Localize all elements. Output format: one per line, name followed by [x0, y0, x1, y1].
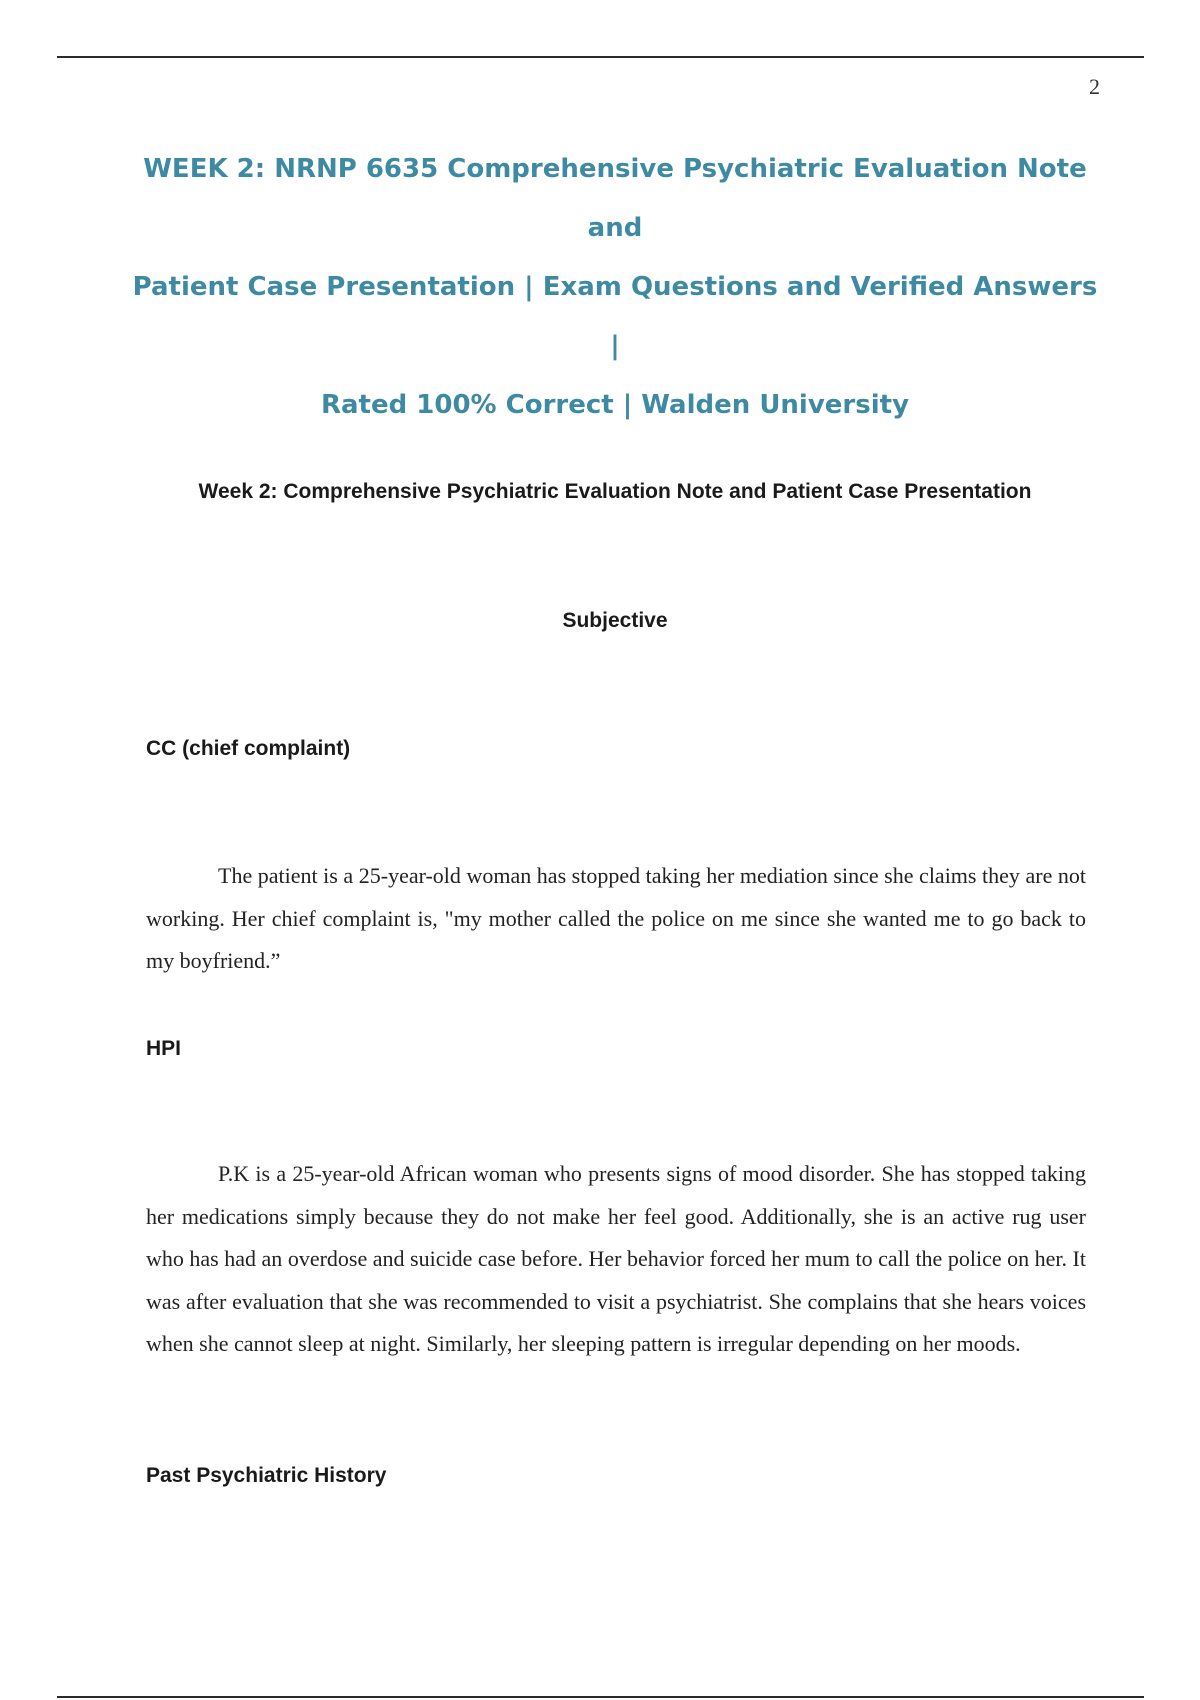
document-title	[130, 140, 1100, 435]
title-line-1: WEEK 2: NRNP 6635 Comprehensive Psychiatric Evaluation Note and	[143, 154, 1087, 243]
chief-complaint-heading: CC (chief complaint)	[146, 737, 351, 760]
chief-complaint-paragraph: The patient is a 25-year-old woman has stopped taking her mediation since she claims they are not working. Her chief complaint is, "my mother called the police on me since she wanted me to go back to my boyfriend.”	[146, 863, 1086, 973]
past-psychiatric-history-heading: Past Psychiatric History	[146, 1464, 387, 1487]
top-rule	[57, 56, 1144, 58]
title-line-3: Rated 100% Correct | Walden University	[320, 390, 910, 420]
title-line-2: Patient Case Presentation | Exam Questions and Verified Answers |	[132, 272, 1098, 361]
hpi-paragraph: P.K is a 25-year-old African woman who presents signs of mood disorder. She has stopped taking her medications simply because they do not make her feel good. Additionally, she is an active rug user who has had an overdose and suicide case before. Her behavior forced her mum to call the police on her. It was after evaluation that she was recommended to visit a psychiatrist. She complains that she hears voices when she cannot sleep at night. Similarly, her sleeping pattern is irregular depending on her moods.	[146, 1161, 1086, 1356]
hpi-heading: HPI	[146, 1037, 182, 1060]
evaluation-heading: Week 2: Comprehensive Psychiatric Evaluation Note and Patient Case Presentation	[198, 480, 1032, 503]
bottom-rule	[57, 1696, 1144, 1698]
subjective-heading: Subjective	[562, 609, 668, 632]
page-number: 2	[1089, 74, 1100, 99]
